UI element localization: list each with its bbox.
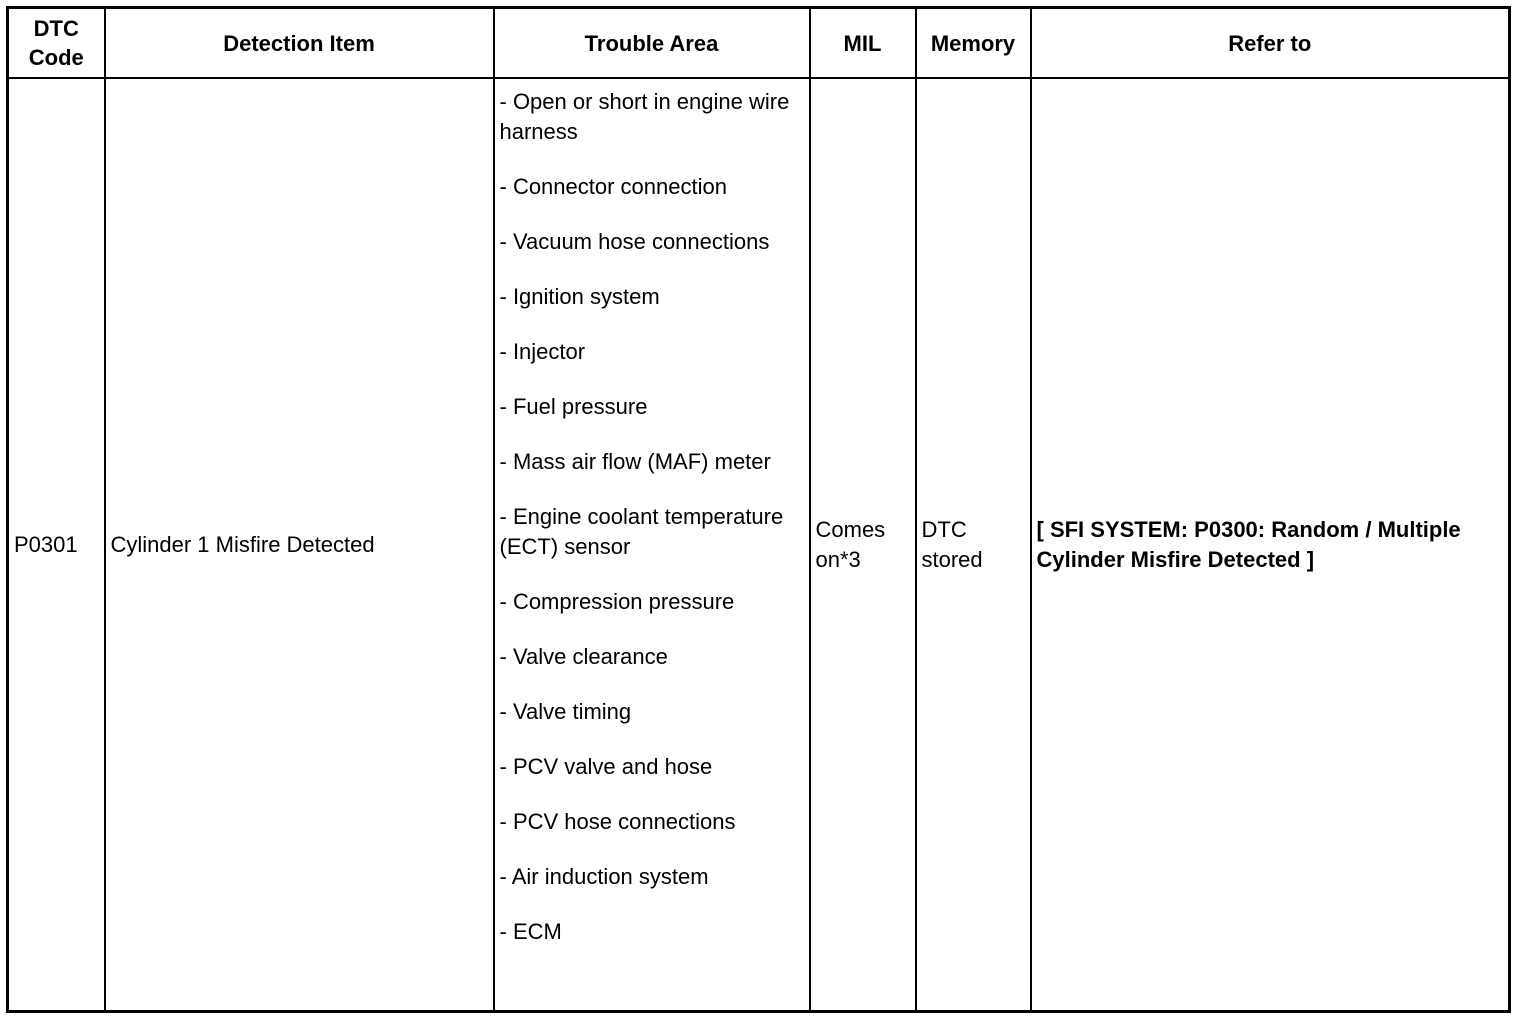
- trouble-area-item: - Air induction system: [499, 864, 709, 889]
- trouble-area-item: - Ignition system: [499, 284, 660, 309]
- header-memory: Memory: [916, 8, 1031, 79]
- refer-to-link[interactable]: [ SFI SYSTEM: P0300: Random / Multiple Cylinder Misfire Detected ]: [1036, 516, 1461, 572]
- cell-dtc-code: P0301: [8, 78, 105, 1012]
- trouble-area-item: - PCV hose connections: [499, 809, 736, 834]
- header-detection-item: Detection Item: [105, 8, 494, 79]
- trouble-area-item: - Vacuum hose connections: [499, 229, 770, 254]
- trouble-area-item: - Mass air flow (MAF) meter: [499, 449, 771, 474]
- trouble-area-item: - ECM: [499, 919, 562, 944]
- trouble-area-list: [500, 87, 809, 947]
- cell-trouble-area: [494, 78, 810, 1012]
- trouble-area-item: - PCV valve and hose: [499, 754, 713, 779]
- header-dtc-code: [8, 8, 105, 79]
- header-row: [8, 8, 1510, 79]
- cell-refer-to[interactable]: [1031, 78, 1510, 1012]
- header-dtc-line1: DTC: [33, 16, 79, 41]
- trouble-area-item: - Fuel pressure: [499, 394, 648, 419]
- trouble-area-item: - Open or short in engine wire harness: [499, 89, 790, 144]
- table-row: [8, 78, 1510, 1012]
- trouble-area-item: - Engine coolant temperature (ECT) sensor: [499, 504, 784, 559]
- trouble-area-item: - Valve timing: [499, 699, 632, 724]
- header-trouble-area: Trouble Area: [494, 8, 810, 79]
- cell-memory: DTC stored: [916, 78, 1031, 1012]
- header-dtc-line2: Code: [28, 45, 84, 70]
- trouble-area-item: - Connector connection: [499, 174, 727, 199]
- trouble-area-item: - Valve clearance: [499, 644, 668, 669]
- cell-mil: Comes on*3: [810, 78, 916, 1012]
- trouble-area-item: - Injector: [499, 339, 586, 364]
- header-refer-to: Refer to: [1031, 8, 1510, 79]
- dtc-table: [6, 6, 1511, 1013]
- header-mil: MIL: [810, 8, 916, 79]
- trouble-area-item: - Compression pressure: [499, 589, 735, 614]
- cell-detection-item: Cylinder 1 Misfire Detected: [105, 78, 494, 1012]
